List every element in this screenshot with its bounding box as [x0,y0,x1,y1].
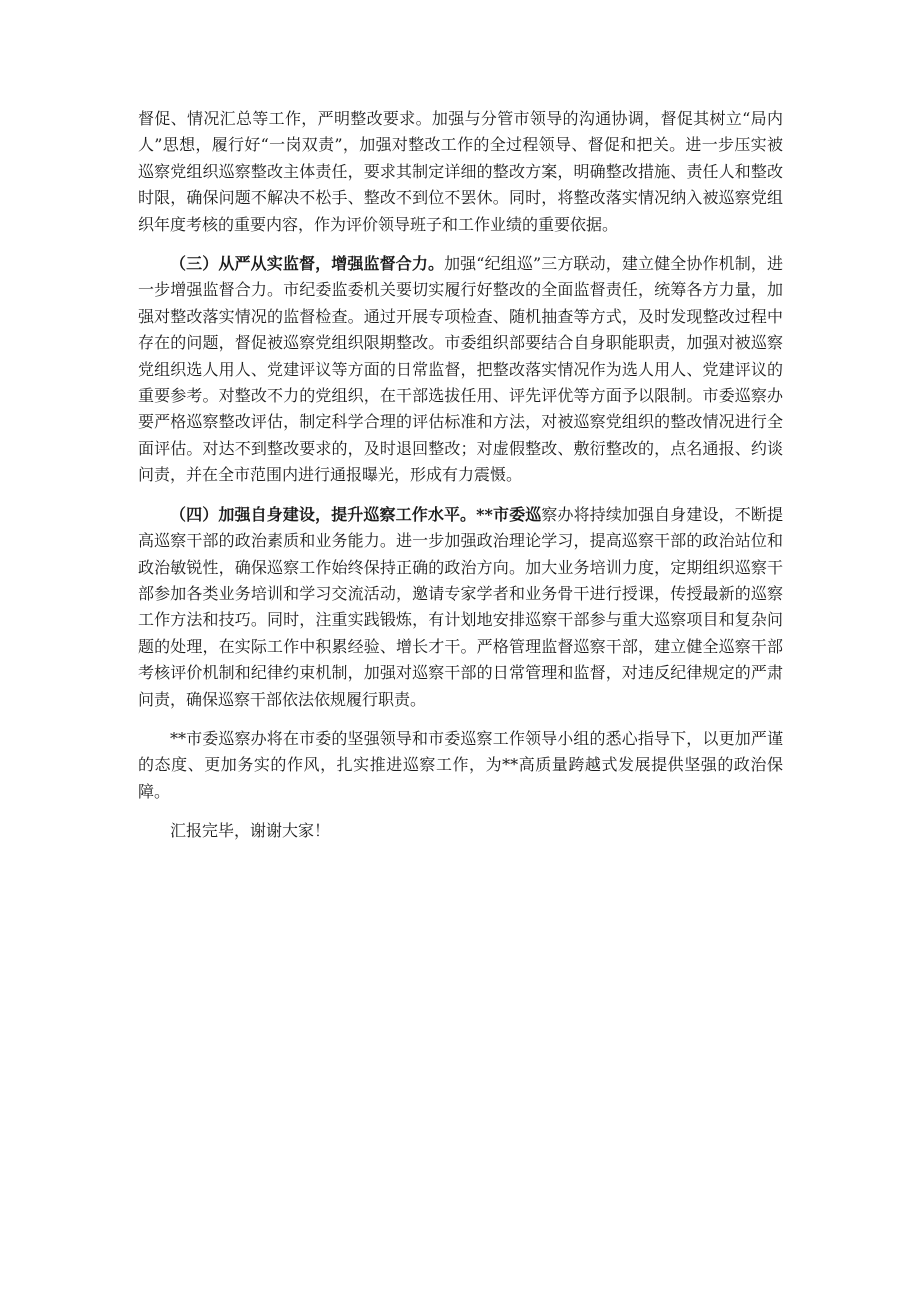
paragraph-conclusion [138,726,783,805]
section-heading: （四）加强自身建设，提升巡察工作水平。**市委巡 [170,504,542,524]
paragraph-text: 察办将持续加强自身建设，不断提高巡察干部的政治素质和业务能力。进一步加强政治理论学习，提高巡察干部的政治站位和政治敏锐性，确保巡察工作始终保持正确的政治方向。加大业务培训力度，定期组织巡察干部参加各类业务培训和学习交流活动，邀请专家学者和业务骨干进行授课，传授最新的巡察工作方法和技巧。同时，注重实践锻炼，有计划地安排巡察干部参与重大巡察项目和复杂问题的处理，在实际工作中积累经验、增长才干。严格管理监督巡察干部，建立健全巡察干部考核评价机制和纪律约束机制，加强对巡察干部的日常管理和监督，对违反纪律规定的严肃问责，确保巡察干部依法依规履行职责。 [138,504,783,709]
paragraph-text: **市委巡察办将在市委的坚强领导和市委巡察工作领导小组的悉心指导下，以更加严谨的态度、更加务实的作风，扎实推进巡察工作，为**高质量跨越式发展提供坚强的政治保障。 [138,728,783,801]
paragraph-rectification-supervision [138,106,783,238]
paragraph-section-four [138,502,783,713]
paragraph-text: 汇报完毕，谢谢大家！ [170,821,331,841]
section-heading: （三）从严从实监督，增强监督合力。 [170,254,445,274]
paragraph-text: 加强“纪组巡”三方联动，建立健全协作机制，进一步增强监督合力。市纪委监委机关要切实履行好整改的全面监督责任，统筹各方力量，加强对整改落实情况的监督检查。通过开展专项检查、随机抽查等方式，及时发现整改过程中存在的问题，督促被巡察党组织限期整改。市委组织部要结合自身职能职责，加强对被巡察党组织选人用人、党建评议等方面的日常监督，把整改落实情况作为选人用人、党建评议的重要参考。对整改不力的党组织，在干部选拔任用、评先评优等方面予以限制。市委巡察办要严格巡察整改评估，制定科学合理的评估标准和方法，对被巡察党组织的整改情况进行全面评估。对达不到整改要求的，及时退回整改；对虚假整改、敷衍整改的，点名通报、约谈问责，并在全市范围内进行通报曝光，形成有力震慑。 [138,254,783,485]
paragraph-text: 督促、情况汇总等工作，严明整改要求。加强与分管市领导的沟通协调，督促其树立“局内人”思想，履行好“一岗双责”，加强对整改工作的全过程领导、督促和把关。进一步压实被巡察党组织巡察整改主体责任，要求其制定详细的整改方案，明确整改措施、责任人和整改时限，确保问题不解决不松手、整改不到位不罢休。同时，将整改落实情况纳入被巡察党组织年度考核的重要内容，作为评价领导班子和工作业绩的重要依据。 [138,109,783,234]
paragraph-closing [138,818,783,844]
paragraph-section-three [138,251,783,489]
document-page [138,106,783,845]
